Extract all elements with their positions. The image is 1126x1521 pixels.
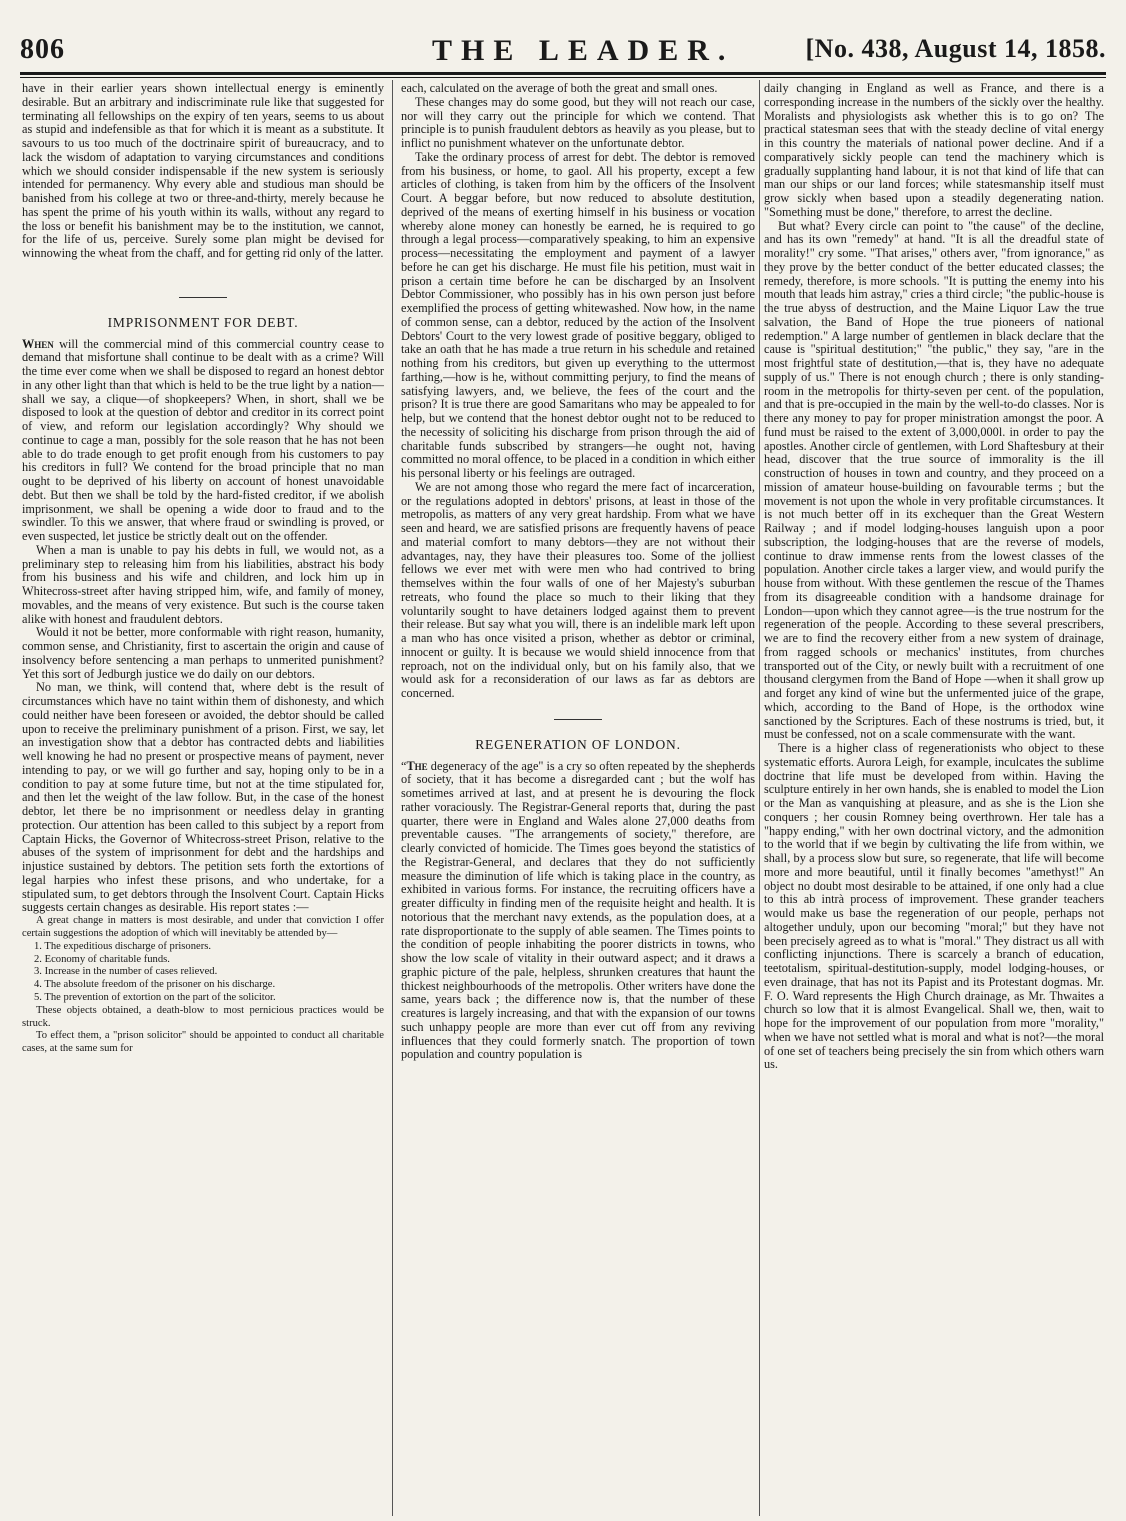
report-excerpt <box>22 915 384 1056</box>
list-item: 3. Increase in the number of cases relieved. <box>34 966 218 978</box>
article-paragraph: These changes may do some good, but they will not reach our case, nor will they carry out the principle for which we contend. That principle is to punish fraudulent debtors as heavily as you please, but to inflict no punishment whatever on the unfortunate debtor. <box>401 94 755 150</box>
article-paragraph: Take the ordinary process of arrest for debt. The debtor is removed from his business, or home, to gaol. All his property, except a few articles of clothing, is taken from him by the officers of the Insolvent Court. A beggar before, but now reduced to absolute destitution, deprived of the means of exerting himself in his business or vocation whereby alone money can honestly be earned, he is required to go through a legal process—comparatively speaking, to him an expensive process—necessitating the employment and payment of a lawyer before he can get his discharge. He must file his petition, must wait in prison a certain time before he can be discharged by an Insolvent Debtor Commissioner, who possibly has in his own person just before exemplified the process of getting whitewashed. Now how, in the name of common sense, can a debtor, reduced by the action of the Insolvent Debtors' Court to the very lowest grade of positive beggary, obliged to take an oath that he has made a true return in his schedule and retained nothing from his creditors, but given up everything to the uttermost farthing,—how is he, without committing perjury, to find the means of satisfying lawyers, and, we believe, the fees of the court and the prison? It is true there are good Samaritans who may be appealed to for help, but we contend that the honest debtor ought not to be reduced to the necessity of soliciting his discharge from prison through the aid of charitable funds subscribed by strangers—he ought not, having committed no moral offence, to be placed in a condition in which either his personal liberty or his feelings are outraged. <box>401 149 755 480</box>
report-list <box>22 941 384 1004</box>
column-divider <box>392 80 393 1516</box>
page-number: 806 <box>20 34 65 65</box>
list-item: 4. The absolute freedom of the prisoner on his discharge. <box>34 978 276 990</box>
report-paragraph: To effect them, a "prison solicitor" should be appointed to conduct all charitable cases, at the same sum for <box>22 1030 384 1054</box>
masthead <box>20 34 1106 70</box>
dropcap: When <box>22 336 54 351</box>
article-paragraph: We are not among those who regard the mere fact of incarceration, or the regulations adopted in debtors' prisons, at least in those of the metropolis, as matters of any very great hardship. From what we have seen and heard, we are satisfied prisons are frequently havens of peace and material comfort to many debtors—they are not without their advantages, nay, they have their pleasures too. Some of the jolliest fellows we ever met with were men who had contrived to bring themselves within the four walls of one of her Majesty's suburban retreats, who found the place so much to their liking that they voluntarily sought to have detainers lodged against them to prevent their release. But say what you will, there is an indelible mark left upon a man who has once visited a prison, whether as debtor or criminal, innocent or guilty. It is because we would shield innocence from that reproach, not on the individual only, but on his family also, that we would ask for a reconsideration of our laws as far as debtors are concerned. <box>401 479 755 700</box>
list-item: 5. The prevention of extortion on the part of the solicitor. <box>34 991 276 1003</box>
column-divider <box>759 80 760 1516</box>
header-rule <box>20 72 1106 75</box>
article-heading: REGENERATION OF LONDON. <box>475 736 681 752</box>
article-paragraph: There is a higher class of regenerationists who object to these systematic efforts. Aurora Leigh, for example, inculcates the sublime doctrine that life must be developed from within. Having the sculpture entirely in her own hands, she is enabled to model the Lion or the Man as vanquishing at pleasure, and as she is the Lion she conquers ; her cousin Romney being overthrown. Her tale has a "happy ending," with her own doctrinal victory, and the admonition to the world that if we begin by cultivating the life from within, we shall, by a process slow but sure, so regenerate, that life will become more and more beautiful, until it finally becomes "amethyst!" An object no doubt most desirable to be attained, if one only had a clue to this ab intrà process of improvement. These grander teachers would make us base the regeneration of our people, perhaps not altogether unduly, upon our becoming "moral;" but they have not been precisely agreed as to what is "moral." They distract us all with conflicting injunctions. There is scarcely a branch of education, teetotalism, spiritual-destitution-supply, model lodging-houses, or even drainage, that has not its Papist and its Protestant dogmas. Mr. F. O. Ward represents the High Church drainage, as Mr. Thwaites a church so low that it is almost Evangelical. Shall we, then, wait to hope for the improvement of our population from more "morality," when we have not settled what is moral and what is not?—the moral of one set of teachers being precisely the sin from which others warn us. <box>764 741 1104 1072</box>
article-paragraph: But what? Every circle can point to "the cause" of the decline, and has its own "remedy" at hand. "It is all the dreadful state of morality!" cry some. "That arises," others aver, "from ignorance," as they prove by the better conduct of the better educated classes; the remedy, therefore, is more schools. "It is putting the enemy into his mouth that leads him astray," cries a third circle; "the public-house is the true abyss of destruction, and the Maine Liquor Law the true salvation, the Band of Hope the true pioneers of national redemption." A large number of gentlemen in black declare that the cause is "spiritual destitution;" "the public," they say, "are in the most frightful state of destitution,—that is, they have no adequate supply of us." There is not enough church ; there is only standing-room in the metropolis for thirty-seven per cent. of the population, and that is pre-occupied in the main by the well-to-do classes. Nor is there any money to pay for proper ministration amongst the poor. A fund must be raised to the extent of 3,000,000l. in order to pay the apostles. Another circle of gentlemen, with Lord Shaftesbury at their head, discover that the true source of immorality is the ill construction of houses in town and country, and they proceed on a mission of amateur house-building on favourable terms ; but the movement is not upon the whole in very profitable circumstances. It is not much better off in its exchequer than the Great Western Railway ; and if model lodging-houses languish upon a poor subscription, the lodging-houses that are the reverse of models, continue to draw immense rents from the lowest classes of the population. Another circle takes a larger view, and would purify the house from without. With these gentlemen the rescue of the Thames from its disagreeable condition with a handsome drainage for London—upon which they cannot agree—is the true nostrum for the regeneration of the people. According to these several prescribers, we are to find the recovery either from a new system of drainage, from ragged schools or mechanics' institutes, from churches transported out of the City, or newly built with a recruitment of one thousand clergymen from the Band of Hope —when it shall grow up and forget any kind of wine but the unfermented juice of the grape, which, according to the Band of Hope, is the orthodox wine sanctioned by the Scriptures. Each of these nostrums is tried, but, it must be confessed, not on a scale commensurate with the want. <box>764 218 1104 742</box>
article-paragraph: When a man is unable to pay his debts in full, we would not, as a preliminary step to releasing him from his liabilities, abstract his body from his business and his wife and children, and lock him up in Whitecross-street after having stripped him, wife, and family of money, movables, and the means of very existence. But such is the course taken alike with honest and fraudulent debtors. <box>22 542 384 626</box>
article-paragraph: “The degeneracy of the age" is a cry so often repeated by the shepherds of society, that it has become a disregarded cant ; but the wolf has sometimes arrived at last, and at present he is devouring the flock rather voraciously. The Registrar-General reports that, during the past quarter, there were in England and Wales alone 27,000 deaths from preventable causes. "The arrangements of society," therefore, are clearly convicted of homicide. The Times goes beyond the statistics of the Registrar-General, and declares that they do not sufficiently measure the diminution of life which is taking place in the country, as exhibited in various forms. For instance, the recruiting officers have a greater difficulty in finding men of the requisite height and health. It is notorious that the merchant navy extends, as the population does, at a rate disproportionate to the supply of able seamen. The Times points to the condition of people inhabiting the poorer districts in towns, who show the low scale of vitality in their outward aspect; and it draws a graphic picture of the pale, helpless, shrunken creatures that haunt the thickest neighbourhoods of the metropolis. Other writers have done the same, years back ; the difference now is, that the number of these creatures is largely increasing, and that with the expansion of our towns such unhappy people are more than ever cut off from any reviving influences that they could formerly snatch. The proportion of town population and country population is <box>401 758 755 1062</box>
report-intro: A great change in matters is most desirable, and under that conviction I offer certain suggestions the adoption of which will inevitably be attended by— <box>22 915 384 939</box>
article-paragraph: each, calculated on the average of both the great and small ones. <box>401 82 718 95</box>
article-heading: IMPRISONMENT FOR DEBT. <box>107 314 299 330</box>
column-3 <box>764 82 1104 1514</box>
report-paragraph: These objects obtained, a death-blow to most pernicious practices would be struck. <box>22 1005 384 1029</box>
header-rule-thin <box>20 77 1106 78</box>
section-divider <box>179 297 227 298</box>
article-paragraph: daily changing in England as well as France, and there is a corresponding increase in the numbers of the sickly over the healthy. Moralists and physiologists ask whether this is to go on? The practical statesman sees that with the steady decline of vital energy in this country the materials of national power decline. And if a comparatively sickly people can tend the machinery which is gradually supplanting hand labour, it is not that kind of life that can man our ships or our land forces; while statesmanship itself must grow sickly when based upon a steadily degenerating nation. "Something must be done," therefore, to arrest the decline. <box>764 82 1104 219</box>
article-paragraph: When will the commercial mind of this commercial country cease to demand that misfortune shall continue to be dealt with as a crime? Will the time ever come when we shall be disposed to regard an honest debtor in any other light than that which is held to be the true light by a nation—shall we say, a clique—of shopkeepers? When, in short, shall we be disposed to look at the question of debtor and creditor in its correct point of view, and reform our legislation accordingly? Why should we continue to cage a man, possibly for the sole reason that he has not been able to do trade enough to get profit enough from his customers to pay his creditors in full? We contend for the broad principle that no man ought to be deprived of his liberty on account of honest unavoidable debt. But then we shall be told by the hard-fisted creditor, if we abolish imprisonment, we shall be opening a wide door to fraud and to the swindler. To this we answer, that where fraud or swindling is proved, or even suspected, let justice be strictly dealt out on the offender. <box>22 336 384 543</box>
article-paragraph: Would it not be better, more conformable with right reason, humanity, common sense, and Christianity, first to ascertain the origin and cause of insolvency before sentencing a man perhaps to unmerited punishment? Yet this sort of Jedburgh justice we do daily on our debtors. <box>22 625 384 681</box>
column-2 <box>401 82 755 1514</box>
paper-title: THE LEADER. <box>432 34 735 67</box>
dropcap: The <box>406 758 428 773</box>
column-1 <box>22 82 384 1514</box>
article-paragraph: No man, we think, will contend that, where debt is the result of circumstances which have no taint within them of dishonesty, and which could neither have been foreseen or avoided, the debtor should be called upon to receive the preliminary punishment of a prison. First, we say, let an investigation show that a debtor has contracted debts and liabilities well knowing he had no present or prospective means of payment, never intending to pay, or we will go further and say, hoping only to be in a condition to pay at some future time, but not at the time stipulated for, and then let the weight of the law follow. But, in the case of the honest debtor, let there be no imprisonment or needless delay in granting protection. Our attention has been called to this subject by a report from Captain Hicks, the Governor of Whitecross-street Prison, relative to the abuses of the system of imprisonment for debt and the hardships and injustice sustained by debtors. The petition sets forth the extortions of legal harpies who infest these prisons, and who undertake, for a stipulated sum, to get debtors through the Insolvent Court. Captain Hicks suggests certain changes as desirable. His report states :— <box>22 680 384 915</box>
section-divider <box>554 719 602 720</box>
list-item: 2. Economy of charitable funds. <box>34 953 170 965</box>
list-item: 1. The expeditious discharge of prisoners. <box>34 941 212 953</box>
issue-info: [No. 438, August 14, 1858. <box>805 34 1106 63</box>
article-paragraph: have in their earlier years shown intellectual energy is eminently desirable. But an arbitrary and indiscriminate rule like that suggested for terminating all fellowships on the expiry of ten years, seems to us about as stupid and indefensible as that for which it is meant as a substitute. It savours to us too much of the doctrinaire spirit of bureaucracy, and to lack the wisdom of adaptation to varying circumstances and conditions which we should consider indispensable if the new system is seriously intended for permanency. Why every able and studious man should be banished from his college at two or three-and-thirty, merely because he has spent the prime of his youth within its walls, without any regard to the loss or benefit his banishment may be to the institution, we cannot, for the life of us, perceive. Surely some plan might be devised for winnowing the wheat from the chaff, and for getting rid only of the latter. <box>22 82 384 260</box>
